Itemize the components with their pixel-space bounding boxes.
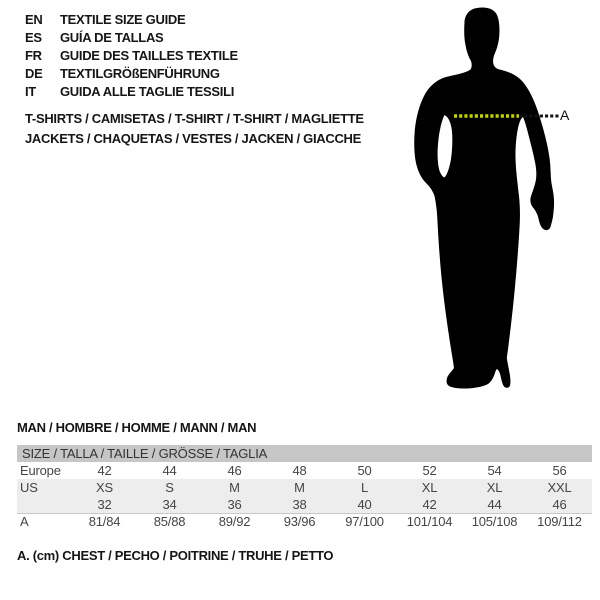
- table-row: [17, 496, 592, 513]
- size-table-body: [17, 462, 592, 530]
- language-code: FR: [25, 47, 42, 63]
- table-cell: 54: [487, 463, 502, 478]
- row-label: [17, 496, 72, 513]
- measure-label-a: A: [560, 107, 570, 123]
- language-code: DE: [25, 65, 43, 81]
- size-table: [17, 445, 592, 530]
- language-row: [25, 10, 238, 28]
- table-cell: 85/88: [153, 514, 186, 529]
- man-silhouette: [400, 0, 600, 400]
- man-silhouette-path: [414, 8, 554, 389]
- language-row: [25, 64, 238, 82]
- table-cell: 44: [487, 497, 502, 512]
- table-cell: 34: [162, 497, 177, 512]
- table-cell: M: [229, 480, 240, 495]
- table-cell: S: [165, 480, 174, 495]
- language-row: [25, 46, 238, 64]
- category-line: T-SHIRTS / CAMISETAS / T-SHIRT / T-SHIRT / MAGLIETTE: [25, 111, 364, 126]
- table-cell: XS: [96, 480, 113, 495]
- table-cell: 93/96: [283, 514, 316, 529]
- footnote: A. (cm) CHEST / PECHO / POITRINE / TRUHE / PETTO: [17, 548, 334, 563]
- row-label: Europe: [20, 463, 61, 478]
- language-row: [25, 82, 238, 100]
- table-cell: 81/84: [88, 514, 121, 529]
- table-cell: XL: [486, 480, 503, 495]
- table-cell: 101/104: [406, 514, 453, 529]
- table-cell: 56: [552, 463, 567, 478]
- table-cell: 40: [357, 497, 372, 512]
- language-list: [25, 10, 238, 100]
- language-label: TEXTILGRÖßENFÜHRUNG: [60, 65, 220, 81]
- table-cell: 42: [97, 463, 112, 478]
- language-label: GUIDE DES TAILLES TEXTILE: [60, 47, 238, 63]
- table-cell: 109/112: [537, 514, 582, 529]
- table-cell: 46: [227, 463, 242, 478]
- row-label: A: [20, 514, 29, 529]
- table-cell: 38: [292, 497, 307, 512]
- table-cell: 89/92: [218, 514, 251, 529]
- table-cell: XL: [421, 480, 438, 495]
- table-cell: M: [294, 480, 305, 495]
- table-row: [17, 479, 592, 496]
- size-table-header: SIZE / TALLA / TAILLE / GRÖSSE / TAGLIA: [17, 445, 592, 462]
- category-list: [25, 109, 364, 148]
- table-row: [17, 462, 592, 479]
- table-cell: 48: [292, 463, 307, 478]
- table-cell: 97/100: [345, 514, 384, 529]
- language-code: ES: [25, 29, 42, 45]
- language-code: IT: [25, 83, 36, 99]
- section-title: MAN / HOMBRE / HOMME / MANN / MAN: [17, 420, 257, 435]
- language-label: GUÍA DE TALLAS: [60, 29, 164, 45]
- language-row: [25, 28, 238, 46]
- table-cell: 36: [227, 497, 242, 512]
- language-label: GUIDA ALLE TAGLIE TESSILI: [60, 83, 235, 99]
- table-cell: 44: [162, 463, 177, 478]
- category-line: JACKETS / CHAQUETAS / VESTES / JACKEN / GIACCHE: [25, 130, 361, 146]
- table-cell: 42: [422, 497, 437, 512]
- table-cell: 50: [357, 463, 372, 478]
- language-label: TEXTILE SIZE GUIDE: [60, 11, 186, 27]
- table-cell: 105/108: [471, 514, 518, 529]
- table-cell: XXL: [547, 480, 572, 495]
- table-cell: 52: [422, 463, 437, 478]
- table-cell: 32: [97, 497, 112, 512]
- table-row: [17, 513, 592, 530]
- row-label: US: [20, 480, 38, 495]
- table-cell: 46: [552, 497, 567, 512]
- language-code: EN: [25, 11, 43, 27]
- table-cell: L: [360, 480, 369, 495]
